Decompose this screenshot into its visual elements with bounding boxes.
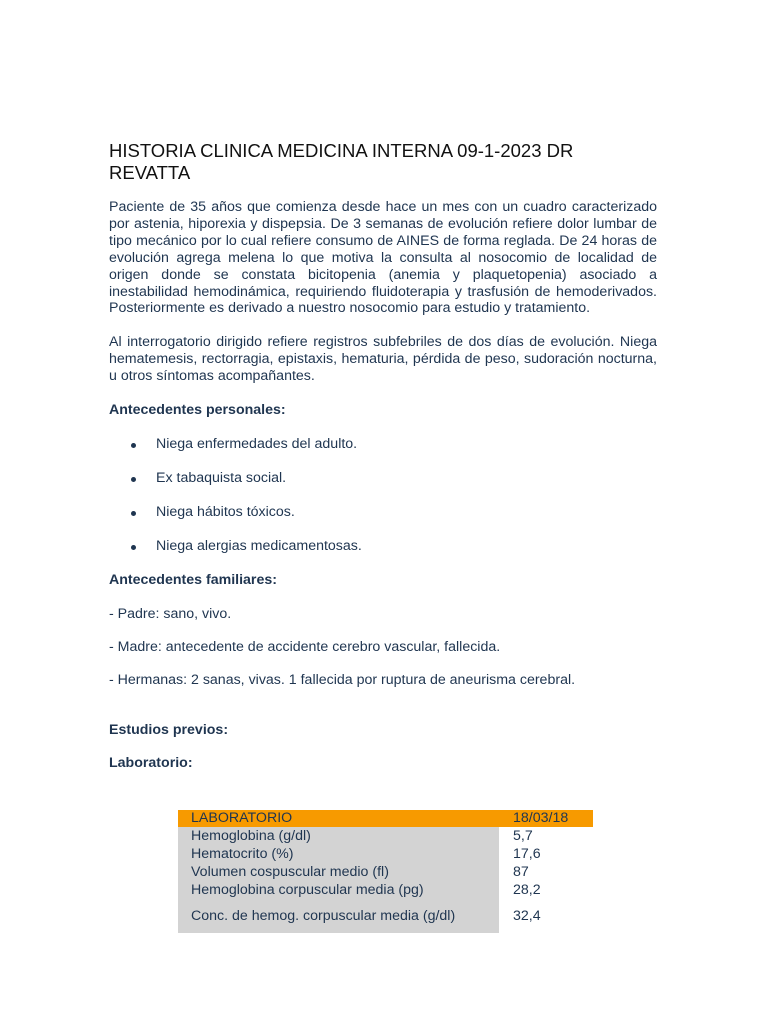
table-row [178, 863, 593, 881]
table-row [178, 845, 593, 863]
bullet-icon [131, 477, 136, 482]
list-item-text: Ex tabaquista social. [156, 470, 287, 487]
lab-row-value: 32,4 [499, 899, 593, 933]
lab-header-date: 18/03/18 [499, 810, 593, 827]
lab-row-name: Hemoglobina (g/dl) [178, 827, 499, 845]
lab-table [178, 810, 593, 933]
family-history-heading: Antecedentes familiares: [109, 572, 277, 589]
lab-row-name: Hematocrito (%) [178, 845, 499, 863]
lab-row-value: 17,6 [499, 845, 593, 863]
table-row [178, 881, 593, 899]
list-item [109, 470, 657, 487]
bullet-icon [131, 443, 136, 448]
personal-history-list [109, 436, 657, 555]
table-row [178, 827, 593, 845]
previous-studies-heading: Estudios previos: [109, 722, 229, 739]
bullet-icon [131, 511, 136, 516]
history-paragraph-1: Paciente de 35 años que comienza desde hace un mes con un cuadro caracterizado por astenia, hiporexia y dispepsia. De 3 semanas de evolución refiere dolor lumbar de tipo mecánico por lo cual refiere consumo de AINES de forma reglada. De 24 horas de evolución agrega melena lo que motiva la consulta al nosocomio de localidad de origen donde se constata bicitopenia (anemia y plaquetopenia) asociado a inestabilidad hemodinámica, requiriendo fluidoterapia y trasfusión de hemoderivados. Posteriormente es derivado a nuestro nosocomio para estudio y tratamiento. [109, 199, 657, 317]
family-item-mother: - Madre: antecedente de accidente cerebro vascular, fallecida. [109, 639, 501, 656]
lab-row-value: 28,2 [499, 881, 593, 899]
list-item [109, 436, 657, 453]
lab-row-name: Volumen cospuscular medio (fl) [178, 863, 499, 881]
lab-row-value: 87 [499, 863, 593, 881]
family-item-sisters: - Hermanas: 2 sanas, vivas. 1 fallecida por ruptura de aneurisma cerebral. [109, 672, 576, 689]
document-page [109, 140, 657, 772]
table-row [178, 899, 593, 933]
list-item [109, 538, 657, 555]
list-item-text: Niega enfermedades del adulto. [156, 436, 358, 453]
bullet-icon [131, 545, 136, 550]
lab-header-label: LABORATORIO [178, 810, 499, 827]
list-item-text: Niega alergias medicamentosas. [156, 538, 362, 555]
lab-heading: Laboratorio: [109, 755, 193, 772]
history-paragraph-2: Al interrogatorio dirigido refiere registros subfebriles de dos días de evolución. Niega hematemesis, rectorragia, epistaxis, hematuria, pérdida de peso, sudoración nocturna, u otros síntomas acompañantes. [109, 334, 657, 385]
lab-row-name: Hemoglobina corpuscular media (pg) [178, 881, 499, 899]
lab-table-header [178, 810, 593, 827]
document-title: HISTORIA CLINICA MEDICINA INTERNA 09-1-2023 DR REVATTA [109, 140, 574, 183]
list-item [109, 504, 657, 521]
family-item-father: - Padre: sano, vivo. [109, 606, 232, 623]
lab-row-name: Conc. de hemog. corpuscular media (g/dl) [178, 899, 499, 933]
list-item-text: Niega hábitos tóxicos. [156, 504, 295, 521]
lab-row-value: 5,7 [499, 827, 593, 845]
personal-history-heading: Antecedentes personales: [109, 402, 286, 419]
